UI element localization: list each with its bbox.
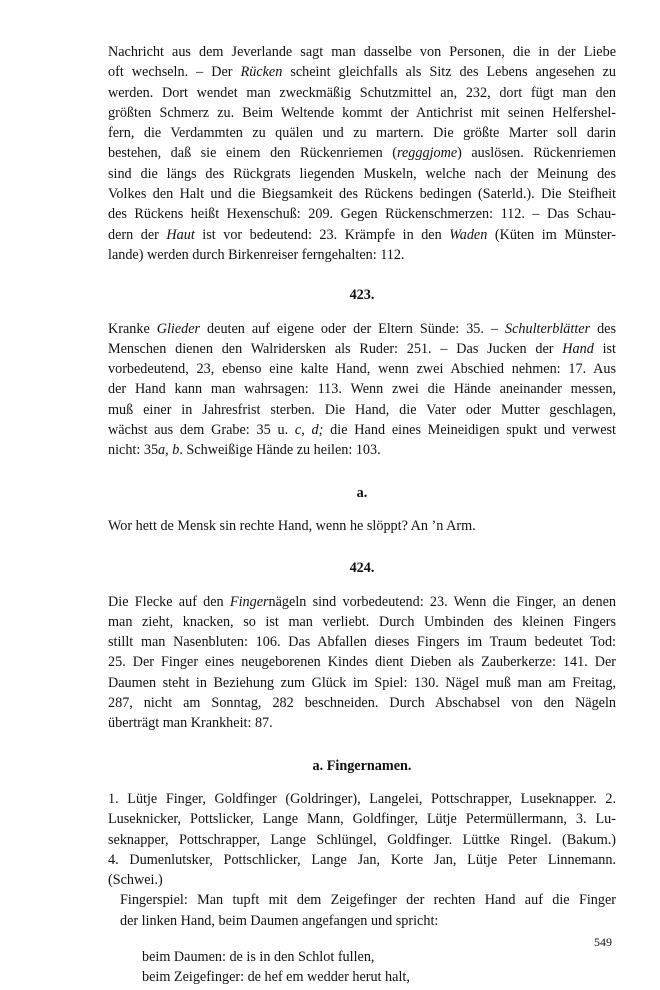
text-line: Menschen dienen den Walridersken als Ruder: 251. – Das Jucken der Hand ist — [108, 340, 616, 357]
text-line: Die Flecke auf den Fingernägeln sind vorbedeutend: 23. Wenn die Finger, an denen — [108, 593, 616, 610]
text-line: 25. Der Finger eines neugeborenen Kindes dient Dieben als Zauberkerze: 141. Der — [108, 654, 616, 671]
text-line: der linken Hand, beim Daumen angefangen und spricht: — [120, 912, 439, 929]
text-line: seknapper, Pottschrapper, Lange Schlüngel, Goldfinger. Lüttke Ringel. (Bakum.) — [108, 831, 616, 848]
page-number: 549 — [594, 935, 612, 949]
text-line: Kranke Glieder deuten auf eigene oder der Eltern Sünde: 35. – Schulterblätter des — [108, 320, 616, 337]
text-line: vorbedeutend, 23, ebenso eine kalte Hand, wenn zwei Abschied nehmen: 17. Aus — [108, 361, 616, 378]
text-line: (Schwei.) — [108, 872, 163, 889]
section-heading-423: 423. — [349, 287, 375, 304]
text-line: 1. Lütje Finger, Goldfinger (Goldringer), Langelei, Pottschrapper, Luseknapper. 2. — [108, 790, 616, 807]
text-line: wächst aus dem Grabe: 35 u. c, d; die Hand eines Meineidigen spukt und verwest — [108, 422, 616, 439]
text-line: 4. Dumenlutsker, Pottschlicker, Lange Jan, Korte Jan, Lütje Peter Linnemann. — [108, 851, 616, 868]
section-heading-424: 424. — [349, 560, 375, 577]
text-line: 287, nicht am Sonntag, 282 beschneiden. Durch Abschabsel von den Nägeln — [108, 695, 616, 712]
text-line: Volkes den Halt und die Biegsamkeit des Rückens bedingen (Saterld.). Die Steifheit — [108, 186, 616, 203]
intro-paragraph — [108, 42, 616, 265]
text-line: des Rückens heißt Hexenschuß: 209. Gegen Rückenschmerzen: 112. – Das Schau- — [108, 206, 616, 223]
section-423-paragraph — [108, 319, 616, 461]
text-line: man zieht, knacken, so ist man verliebt. Durch Umbinden des kleinen Fingers — [108, 613, 616, 630]
text-line: Luseknicker, Pottslicker, Lange Mann, Goldfinger, Lütje Petermüllermann, 3. Lu- — [108, 811, 616, 828]
text-line: dern der Haut ist vor bedeutend: 23. Krämpfe in den Waden (Küten im Münster- — [108, 226, 617, 243]
text-line: Nachricht aus dem Jeverlande sagt man dasselbe von Personen, die in der Liebe — [108, 44, 616, 60]
text-line: stillt man Nasenbluten: 106. Das Abfallen dieses Fingers im Traum bedeutet Tod: — [108, 634, 616, 651]
fingernamen-list — [108, 789, 616, 890]
text-line: lande) werden durch Birkenreiser ferngehalten: 112. — [108, 246, 405, 263]
text-line: der Hand kann man wahrsagen: 113. Wenn zwei die Hände aneinander messen, — [108, 381, 616, 398]
fingerspiel-verse — [108, 947, 616, 988]
section-423a-text: Wor hett de Mensk sin rechte Hand, wenn he slöppt? An ’n Arm. — [108, 517, 476, 534]
text-line: Daumen steht in Beziehung zum Glück im Spiel: 130. Nägel muß man am Freitag, — [108, 674, 616, 691]
verse-line: beim Daumen: de is in den Schlot fullen, — [142, 948, 375, 965]
text-line: fern, die Verdammten zu quälen und zu martern. Die größte Marter soll darin — [108, 125, 616, 142]
text-line: muß einer in Jahresfrist sterben. Die Hand, die Vater oder Mutter geschlagen, — [108, 401, 616, 418]
page-body — [108, 42, 616, 988]
verse-line: beim Zeigefinger: de hef em wedder herut halt, — [142, 969, 410, 986]
text-line: nicht: 35a, b. Schweißige Hände zu heilen: 103. — [108, 442, 381, 459]
text-line: werden. Dort wendet man zweckmäßig Schutzmittel an, 232, dort fügt man den — [108, 84, 616, 101]
text-line: überträgt man Krankheit: 87. — [108, 715, 273, 732]
text-line: oft wechseln. – Der Rücken scheint gleichfalls als Sitz des Lebens angesehen zu — [108, 64, 616, 81]
text-line: Fingerspiel: Man tupft mit dem Zeigefinger der rechten Hand auf die Finger — [120, 892, 616, 909]
text-line: sind die längs des Rückgrats liegenden Muskeln, welche nach der Meinung des — [108, 165, 616, 182]
section-heading-fingernamen: a. Fingernamen. — [312, 757, 412, 774]
fingerspiel-paragraph — [108, 890, 616, 931]
text-line: größten Schmerz zu. Beim Weltende kommt der Antichrist mit seinen Helfershel- — [108, 104, 616, 121]
section-424-paragraph — [108, 592, 616, 734]
section-heading-423a: a. — [356, 484, 368, 501]
text-line: bestehen, daß sie einem den Rückenriemen (regggjome) auslösen. Rückenriemen — [108, 145, 617, 162]
